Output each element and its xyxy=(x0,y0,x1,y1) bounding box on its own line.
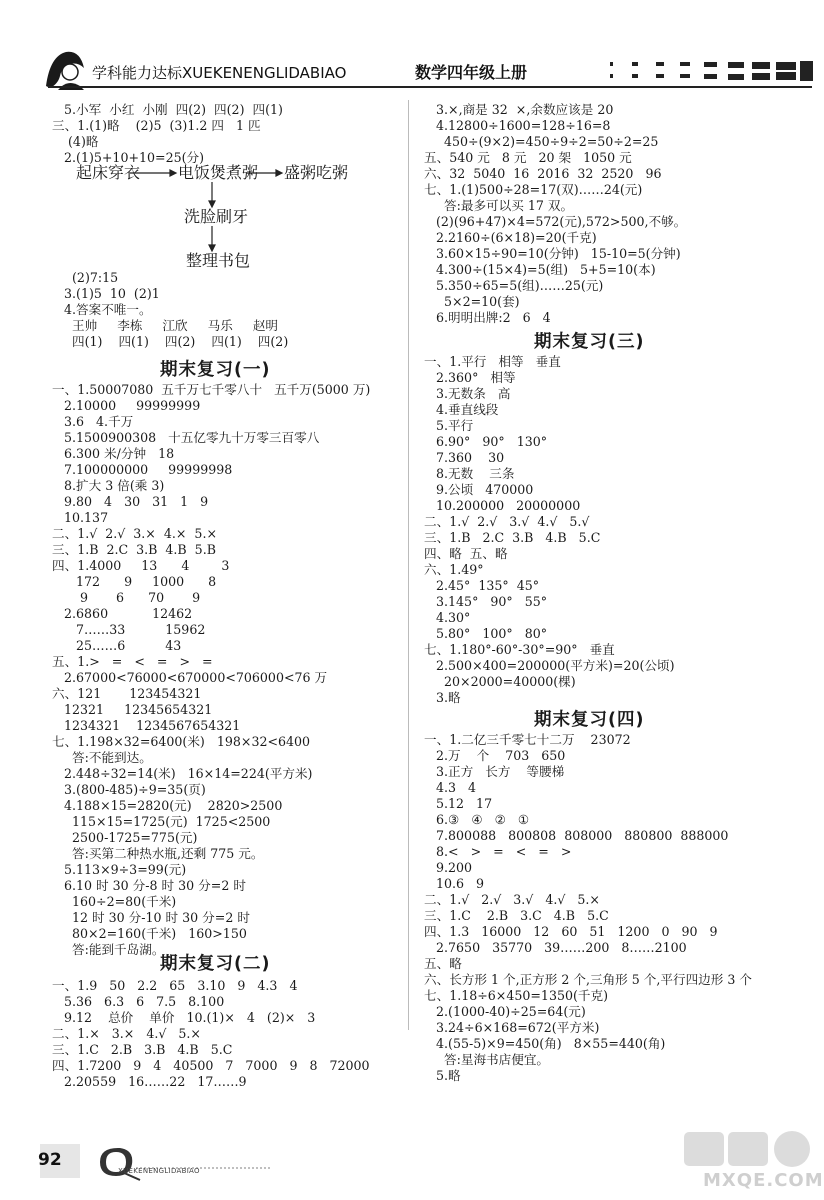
flow-step-eat: 盛粥吃粥 xyxy=(284,163,349,182)
answer-line: 2.500×400=200000(平方米)=20(公顷) xyxy=(424,658,675,673)
answer-line: (2)7:15 xyxy=(52,270,119,285)
answer-line: 2.20559 16……22 17……9 xyxy=(52,1074,247,1089)
answer-line: 9.200 xyxy=(424,860,473,875)
answer-line: 答:最多可以买 17 双。 xyxy=(424,198,574,213)
answer-line: 115×15=1725(元) 1725<2500 xyxy=(52,814,271,829)
answer-line: 答:能到千岛湖。 xyxy=(52,942,165,957)
answer-line: 10.200000 20000000 xyxy=(424,498,581,513)
answer-line: 172 9 1000 8 xyxy=(52,574,217,589)
answer-line: 3.×,商是 32 ×,余数应该是 20 xyxy=(424,102,614,117)
section-title-review-1: 期末复习(一) xyxy=(160,360,271,380)
answer-line: 3.(1)5 10 (2)1 xyxy=(52,286,160,301)
answer-line: 五、1.> = < = > = xyxy=(52,654,213,669)
flow-step-pack: 整理书包 xyxy=(186,251,251,270)
answer-line: 2.6860 12462 xyxy=(52,606,193,621)
section-title-review-2: 期末复习(二) xyxy=(160,954,271,974)
answer-line: 三、1.C 2.B 3.B 4.B 5.C xyxy=(52,1042,233,1057)
answer-line: 6.明明出牌:2 6 4 xyxy=(424,310,551,325)
answer-line: 六、1.49° xyxy=(424,562,484,577)
answer-line: 四(1) 四(1) 四(2) 四(1) 四(2) xyxy=(52,334,289,349)
watermark-text: MXQE.COM xyxy=(703,1170,824,1191)
flow-step-wash: 洗脸刷牙 xyxy=(184,207,249,226)
answer-line: 7……33 15962 xyxy=(52,622,206,637)
answer-line: 9.12 总价 单价 10.(1)× 4 (2)× 3 xyxy=(52,1010,316,1025)
answer-line: 4.30° xyxy=(424,610,471,625)
answer-line: 七、1.198×32=6400(米) 198×32<6400 xyxy=(52,734,311,749)
answer-line: 2.45° 135° 45° xyxy=(424,578,540,593)
answer-line: 5.350÷65=5(组)……25(元) xyxy=(424,278,604,293)
answer-line: 4.188×15=2820(元) 2820>2500 xyxy=(52,798,283,813)
answer-line: 三、1.B 2.C 3.B 4.B 5.C xyxy=(424,530,601,545)
answer-line: 四、1.4000 13 4 3 xyxy=(52,558,230,573)
answer-line: 二、1.√ 2.√ 3.√ 4.√ 5.× xyxy=(424,892,600,907)
section-title-review-3: 期末复习(三) xyxy=(534,332,645,352)
answer-line: 六、121 123454321 xyxy=(52,686,202,701)
answer-line: 7.100000000 99999998 xyxy=(52,462,233,477)
answer-line: 三、1.C 2.B 3.C 4.B 5.C xyxy=(424,908,609,923)
answer-line: 六、32 5040 16 2016 32 2520 96 xyxy=(424,166,662,181)
answer-line: 2.10000 99999999 xyxy=(52,398,201,413)
answer-line: 5.36 6.3 6 7.5 8.100 xyxy=(52,994,225,1009)
answer-line: 9 6 70 9 xyxy=(52,590,201,605)
answer-line: 4.12800÷1600=128÷16=8 xyxy=(424,118,611,133)
answer-line: 一、1.9 50 2.2 65 3.10 9 4.3 4 xyxy=(52,978,298,993)
answer-line: 3.145° 90° 55° xyxy=(424,594,548,609)
answer-line: 五、540 元 8 元 20 架 1050 元 xyxy=(424,150,632,165)
answer-line: 4.3 4 xyxy=(424,780,477,795)
answer-line: 6.③ ④ ② ① xyxy=(424,812,530,827)
answer-line: 1234321 1234567654321 xyxy=(52,718,241,733)
answer-line: 2.(1000-40)÷25=64(元) xyxy=(424,1004,586,1019)
answer-line: 2500-1725=775(元) xyxy=(52,830,198,845)
answer-line: 2.67000<76000<670000<706000<76 万 xyxy=(52,670,328,685)
answer-line: 12321 12345654321 xyxy=(52,702,213,717)
answer-line: 一、1.二亿三千零七十二万 23072 xyxy=(424,732,631,747)
answer-line: 25……6 43 xyxy=(52,638,182,653)
answer-line: 6.300 米/分钟 18 xyxy=(52,446,175,461)
answer-line: 10.6 9 xyxy=(424,876,485,891)
answer-line: 20×2000=40000(棵) xyxy=(424,674,576,689)
answer-line: 3.无数条 高 xyxy=(424,386,511,401)
answer-line: 三、1.B 2.C 3.B 4.B 5.B xyxy=(52,542,216,557)
answer-line: 2.万 个 703 650 xyxy=(424,748,566,763)
answer-line: 七、1.18÷6×450=1350(千克) xyxy=(424,988,608,1003)
answer-line: (2)(96+47)×4=572(元),572>500,不够。 xyxy=(424,214,687,229)
answer-line: 5.80° 100° 80° xyxy=(424,626,548,641)
answer-line: 二、1.√ 2.√ 3.√ 4.√ 5.√ xyxy=(424,514,590,529)
answer-line: 一、1.平行 相等 垂直 xyxy=(424,354,561,369)
answer-line: 6.10 时 30 分-8 时 30 分=2 时 xyxy=(52,878,246,893)
answer-line: 4.(55-5)×9=450(角) 8×55=440(角) xyxy=(424,1036,666,1051)
answer-line: 5.小军 小红 小刚 四(2) 四(2) 四(1) xyxy=(52,102,283,117)
answer-line: 7.800088 800808 808000 880800 888000 xyxy=(424,828,729,843)
answer-line: 2.(1)5+10+10=25(分) xyxy=(52,150,205,165)
answer-line: 4.垂直线段 xyxy=(424,402,499,417)
answer-line: 8.< > = < = > xyxy=(424,844,572,859)
answer-line: 9.公顷 470000 xyxy=(424,482,534,497)
answer-line: 5×2=10(套) xyxy=(424,294,520,309)
flow-arrows-icon xyxy=(0,0,408,280)
answer-line: (4)略 xyxy=(52,134,99,149)
section-title-review-4: 期末复习(四) xyxy=(534,710,645,730)
answer-line: 七、1.(1)500÷28=17(双)……24(元) xyxy=(424,182,643,197)
answer-line: 7.360 30 xyxy=(424,450,505,465)
answer-line: 3.6 4.千万 xyxy=(52,414,134,429)
answer-line: 5.略 xyxy=(424,1068,461,1083)
answer-line: 七、1.180°-60°-30°=90° 垂直 xyxy=(424,642,615,657)
answer-line: 5.平行 xyxy=(424,418,474,433)
answer-line: 六、长方形 1 个,正方形 2 个,三角形 5 个,平行四边形 3 个 xyxy=(424,972,752,987)
answer-line: 160÷2=80(千米) xyxy=(52,894,177,909)
answer-line: 2.7650 35770 39……200 8……2100 xyxy=(424,940,687,955)
answer-line: 答:买第二种热水瓶,还剩 775 元。 xyxy=(52,846,264,861)
column-divider xyxy=(408,100,409,1030)
answer-line: 3.24÷6×168=672(平方米) xyxy=(424,1020,600,1035)
answer-line: 3.略 xyxy=(424,690,461,705)
footer-subtitle: XUEKENENGLIDABIAO xyxy=(118,1167,200,1175)
answer-line: 5.1500900308 十五亿零九十万零三百零八 xyxy=(52,430,320,445)
answer-line: 4.300÷(15×4)=5(组) 5+5=10(本) xyxy=(424,262,656,277)
answer-line: 3.(800-485)÷9=35(页) xyxy=(52,782,206,797)
answer-line: 8.扩大 3 倍(乘 3) xyxy=(52,478,165,493)
answer-line: 五、略 xyxy=(424,956,462,971)
book-subject: 数学四年级上册 xyxy=(415,63,528,82)
answer-line: 9.80 4 30 31 1 9 xyxy=(52,494,209,509)
answer-line: 5.12 17 xyxy=(424,796,493,811)
flow-step-cook: 电饭煲煮粥 xyxy=(178,163,259,182)
answer-line: 王帅 李栋 江欣 马乐 赵明 xyxy=(52,318,279,333)
answer-line: 5.113×9÷3=99(元) xyxy=(52,862,187,877)
answer-line: 答:不能到达。 xyxy=(52,750,152,765)
answer-line: 3.60×15÷90=10(分钟) 15-10=5(分钟) xyxy=(424,246,681,261)
header-decoration-icon xyxy=(604,60,814,82)
answer-line: 四、1.3 16000 12 60 51 1200 0 90 9 xyxy=(424,924,718,939)
answer-line: 二、1.√ 2.√ 3.× 4.× 5.× xyxy=(52,526,217,541)
answer-line: 2.448÷32=14(米) 16×14=224(平方米) xyxy=(52,766,313,781)
flow-step-dress: 起床穿衣 xyxy=(76,163,141,182)
answer-line: 6.90° 90° 130° xyxy=(424,434,548,449)
answer-line: 3.正方 长方 等腰梯 xyxy=(424,764,565,779)
answer-line: 答:星海书店便宜。 xyxy=(424,1052,550,1067)
answer-line: 10.137 xyxy=(52,510,109,525)
answer-line: 8.无数 三条 xyxy=(424,466,515,481)
answer-line: 2.360° 相等 xyxy=(424,370,516,385)
answer-line: 4.答案不唯一。 xyxy=(52,302,152,317)
brand-title: 学科能力达标XUEKENENGLIDABIAO xyxy=(92,64,347,82)
answer-line: 一、1.50007080 五千万七千零八十 五千万(5000 万) xyxy=(52,382,371,397)
answer-line: 四、略 五、略 xyxy=(424,546,508,561)
page-number: 92 xyxy=(38,1150,62,1170)
answer-line: 450÷(9×2)=450÷9÷2=50÷2=25 xyxy=(424,134,659,149)
answer-line: 80×2=160(千米) 160>150 xyxy=(52,926,247,941)
answer-line: 三、1.(1)略 (2)5 (3)1.2 四 1 匹 xyxy=(52,118,261,133)
answer-line: 12 时 30 分-10 时 30 分=2 时 xyxy=(52,910,250,925)
answer-line: 二、1.× 3.× 4.√ 5.× xyxy=(52,1026,201,1041)
answer-line: 四、1.7200 9 4 40500 7 7000 9 8 72000 xyxy=(52,1058,370,1073)
footer-logo-icon xyxy=(40,1142,340,1182)
answer-line: 2.2160÷(6×18)=20(千克) xyxy=(424,230,597,245)
